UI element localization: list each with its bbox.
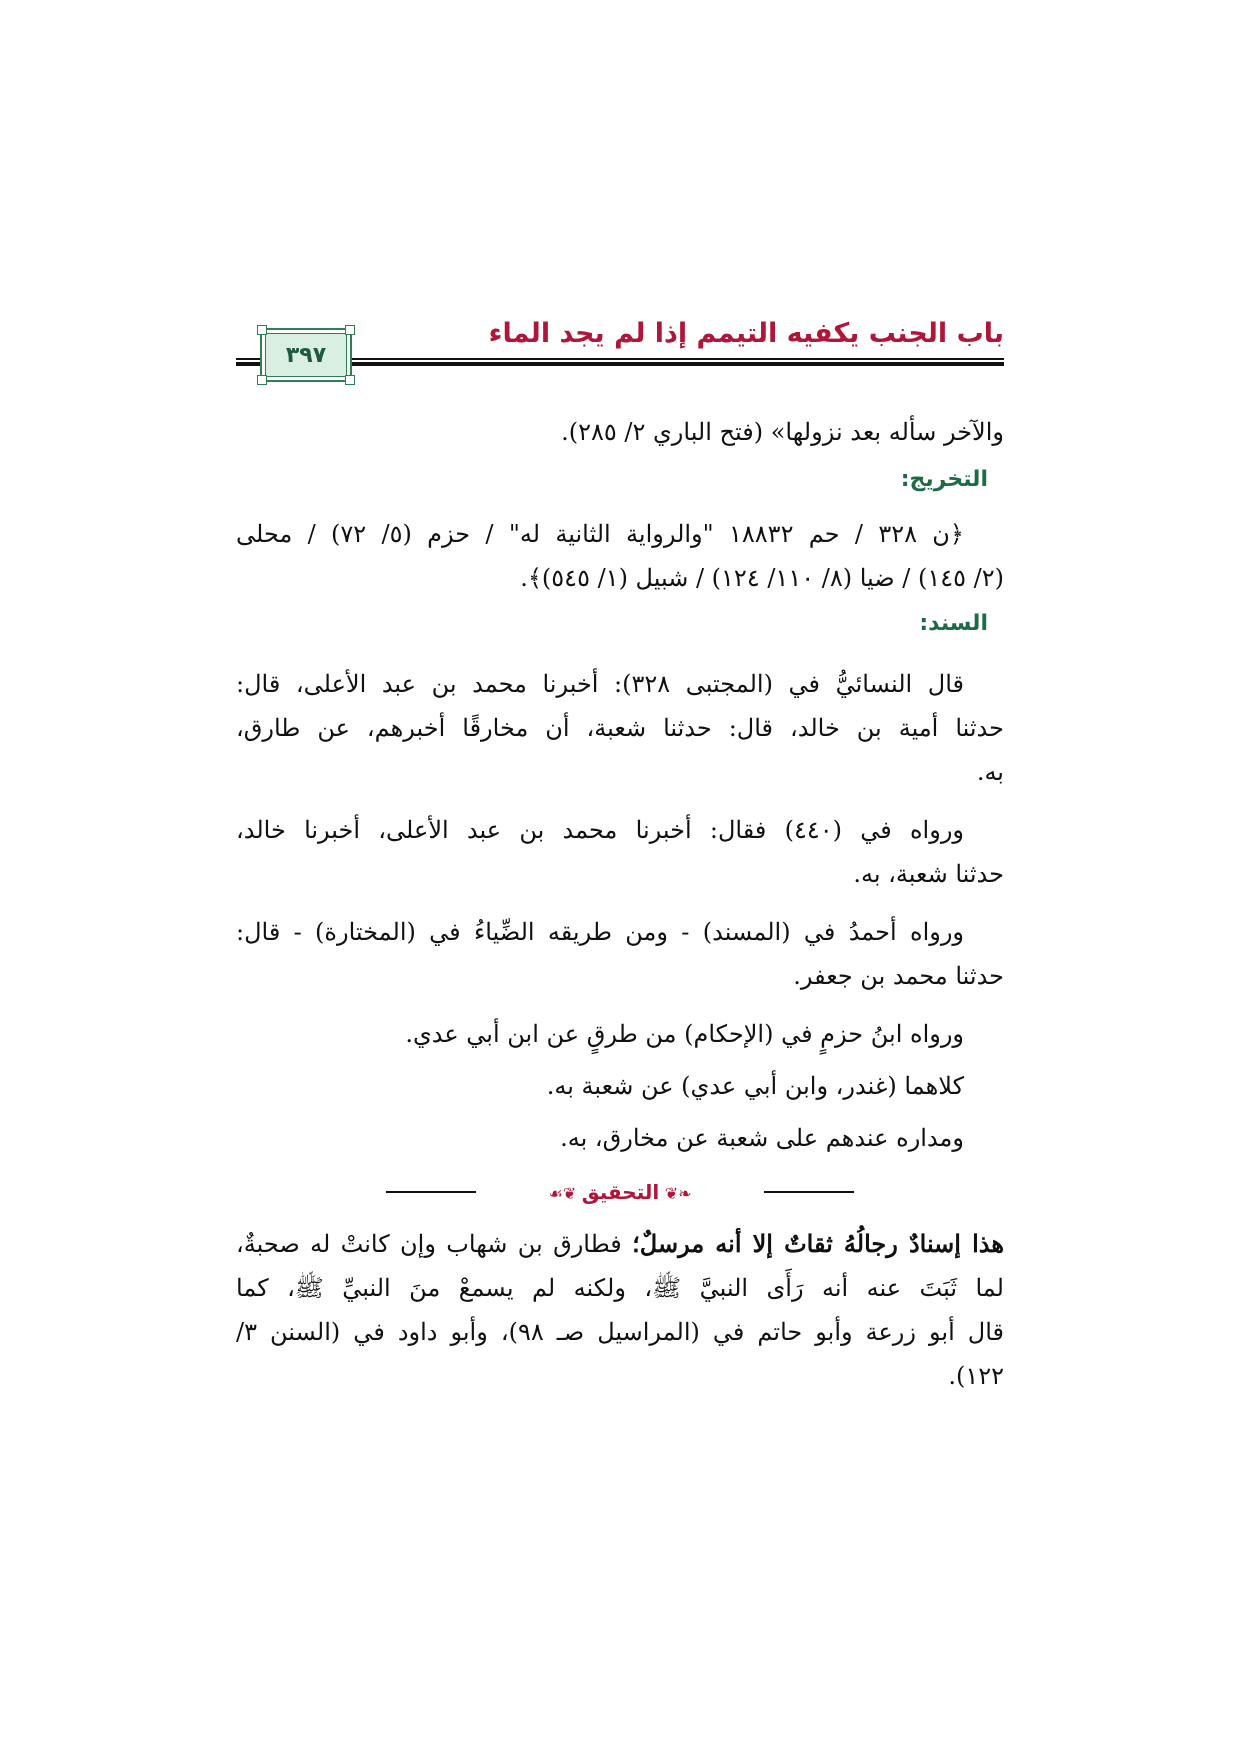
- ornament-icon: ❦☙: [548, 1184, 582, 1203]
- takhrij-line: ﴿ن ٣٢٨ / حم ١٨٨٣٢ "والرواية الثانية له" / حزم (٥/ ٧٢) / محلى: [236, 520, 964, 548]
- badge-corner-ornament: [257, 375, 267, 385]
- text-line: حدثنا أمية بن خالد، قال: حدثنا شعبة، أن مخارقًا أخبرهم، عن طارق،: [236, 714, 1004, 742]
- sanad-paragraph-4: ورواه ابنُ حزمٍ في (الإحكام) من طرقٍ عن ابن أبي عدي.: [405, 1020, 964, 1048]
- takhrij-paragraph: [236, 512, 1004, 600]
- sanad-heading: السند:: [919, 611, 988, 636]
- page-number-badge: [260, 328, 352, 382]
- text-line: به.: [976, 758, 1004, 786]
- badge-corner-ornament: [345, 325, 355, 335]
- ornament-icon: ❧❦: [659, 1184, 692, 1203]
- sanad-paragraph-1: [236, 662, 1004, 794]
- text-line: حدثنا شعبة، به.: [853, 860, 1004, 888]
- sanad-paragraph-5: كلاهما (غندر، وابن أبي عدي) عن شعبة به.: [546, 1072, 964, 1100]
- sanad-paragraph-3: [236, 910, 1004, 998]
- page-header: [236, 312, 1004, 388]
- text-line: لما ثَبَتَ عنه أنه رَأَى النبيَّ ﷺ، ولكنه لم يسمعْ منَ النبيِّ ﷺ، كما: [236, 1274, 1004, 1302]
- badge-corner-ornament: [345, 375, 355, 385]
- tahqiq-heading: التحقيق: [581, 1180, 660, 1204]
- page-body: [236, 400, 1004, 1398]
- chapter-title: باب الجنب يكفيه التيمم إذا لم يجد الماء: [488, 318, 1004, 349]
- tahqiq-heading-wrap: [236, 1172, 1004, 1214]
- page-number: ٣٩٧: [265, 333, 347, 377]
- text-line: حدثنا محمد بن جعفر.: [793, 962, 1004, 990]
- text-line: قال النسائيُّ في (المجتبى ٣٢٨): أخبرنا محمد بن عبد الأعلى، قال:: [236, 670, 965, 698]
- sanad-paragraph-6: ومداره عندهم على شعبة عن مخارق، به.: [560, 1124, 964, 1152]
- takhrij-line: (٢/ ١٤٥) / ضيا (٨/ ١١٠/ ١٢٤) / شبيل (١/ ٥٤٥)﴾.: [520, 564, 1004, 592]
- text-line: قال أبو زرعة وأبو حاتم في (المراسيل صـ ٩٨)، وأبو داود في (السنن ٣/: [236, 1318, 1005, 1346]
- badge-corner-ornament: [257, 325, 267, 335]
- takhrij-heading: التخريج:: [900, 467, 988, 492]
- text-line: ورواه في (٤٤٠) فقال: أخبرنا محمد بن عبد الأعلى، أخبرنا خالد،: [236, 816, 964, 844]
- text-line: ١٢٢).: [948, 1362, 1004, 1390]
- sanad-paragraph-2: [236, 808, 1004, 896]
- text-line: ورواه أحمدُ في (المسند) - ومن طريقه الضِّياءُ في (المختارة) - قال:: [236, 918, 964, 946]
- intro-line: والآخر سأله بعد نزولها» (فتح الباري ٢/ ٢٨٥).: [561, 418, 1004, 446]
- tahqiq-bold-lead: هذا إسنادٌ رجالُهُ ثقاتٌ إلا أنه مرسلٌ؛: [632, 1229, 1004, 1258]
- text-line: [236, 1222, 1004, 1266]
- tahqiq-divider: [236, 1172, 1004, 1212]
- tahqiq-line-rest: فطارق بن شهاب وإن كانتْ له صحبةٌ،: [236, 1230, 633, 1258]
- tahqiq-paragraph: [236, 1222, 1004, 1398]
